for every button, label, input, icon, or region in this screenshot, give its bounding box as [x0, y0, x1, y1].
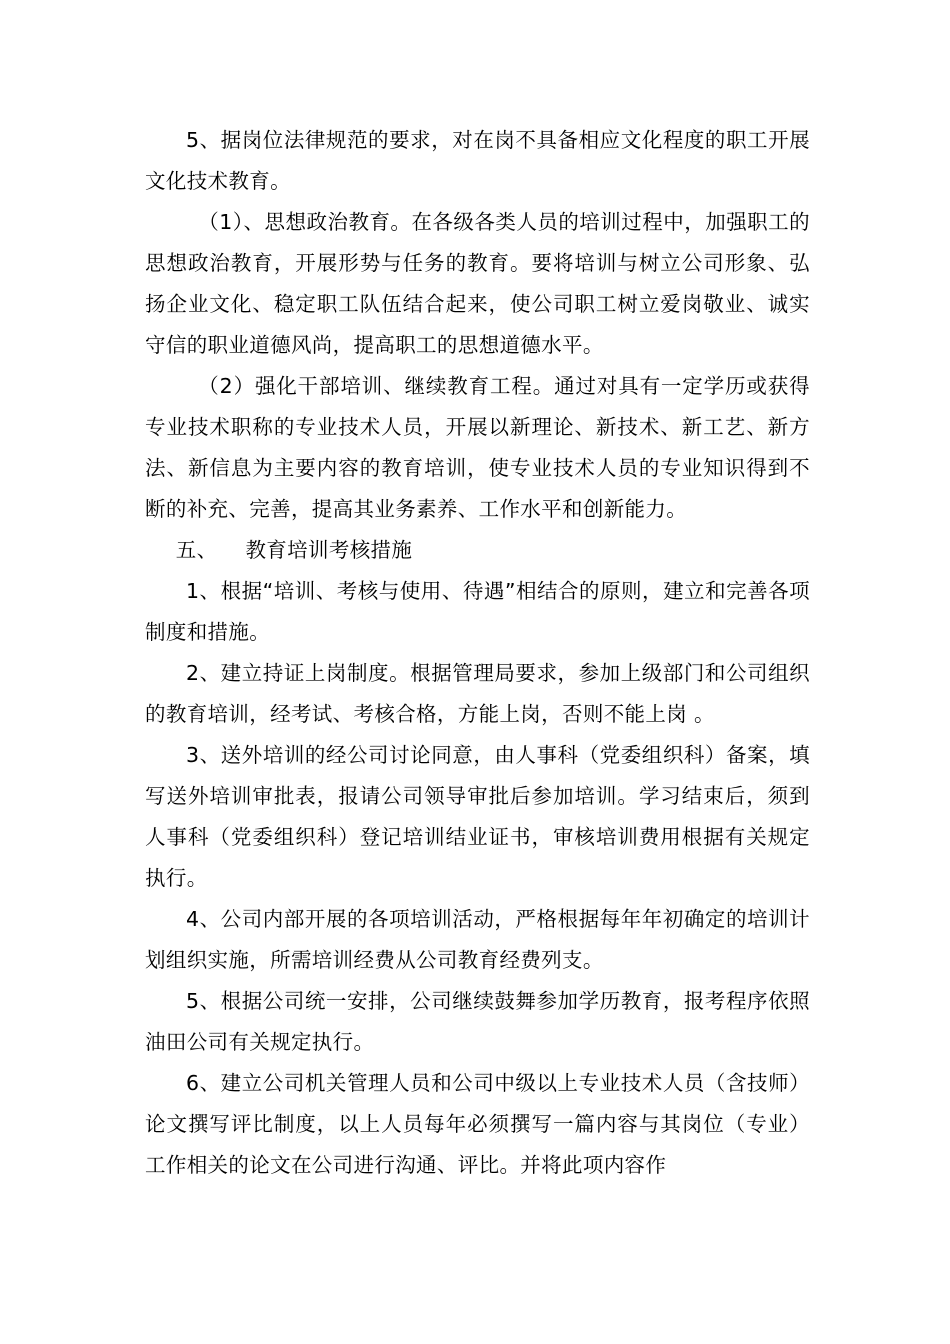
section-number: 五、	[175, 538, 218, 562]
paragraph-measure-1: 1、根据“培训、考核与使用、待遇”相结合的原则，建立和完善各项制度和措施。	[145, 579, 810, 644]
paragraph-measure-3: 3、送外培训的经公司讨论同意，由人事科（党委组织科）备案，填写送外培训审批表，报请公司领导审批后参加培训。学习结束后，须到人事科（党委组织科）登记培训结业证书，审核培训费用根据有关规定执行。	[145, 743, 810, 890]
paragraph-item-5-literacy: 5、据岗位法律规范的要求，对在岗不具备相应文化程度的职工开展文化技术教育。	[145, 128, 810, 193]
document-body	[145, 120, 810, 1186]
section-title: 教育培训考核措施	[245, 538, 413, 562]
paragraph-measure-5: 5、根据公司统一安排，公司继续鼓舞参加学历教育，报考程序依照油田公司有关规定执行。	[145, 989, 810, 1054]
paragraph-cadre-training: （2）强化干部培训、继续教育工程。通过对具有一定学历或获得专业技术职称的专业技术人员，开展以新理论、新技术、新工艺、新方法、新信息为主要内容的教育培训，使专业技术人员的专业知识得到不断的补充、完善，提高其业务素养、工作水平和创新能力。	[145, 374, 810, 521]
paragraph-political-education: （1）、思想政治教育。在各级各类人员的培训过程中，加强职工的思想政治教育，开展形势与任务的教育。要将培训与树立公司形象、弘扬企业文化、稳定职工队伍结合起来，使公司职工树立爱岗敬业、诚实守信的职业道德风尚，提高职工的思想道德水平。	[145, 210, 810, 357]
paragraph-measure-2: 2、建立持证上岗制度。根据管理局要求，参加上级部门和公司组织的教育培训，经考试、考核合格，方能上岗，否则不能上岗 。	[145, 661, 810, 726]
paragraph-measure-6: 6、建立公司机关管理人员和公司中级以上专业技术人员（含技师）论文撰写评比制度，以上人员每年必须撰写一篇内容与其岗位（专业）工作相关的论文在公司进行沟通、评比。并将此项内容作	[145, 1071, 810, 1177]
paragraph-measure-4: 4、公司内部开展的各项培训活动，严格根据每年年初确定的培训计划组织实施，所需培训经费从公司教育经费列支。	[145, 907, 810, 972]
section-heading	[145, 530, 810, 571]
